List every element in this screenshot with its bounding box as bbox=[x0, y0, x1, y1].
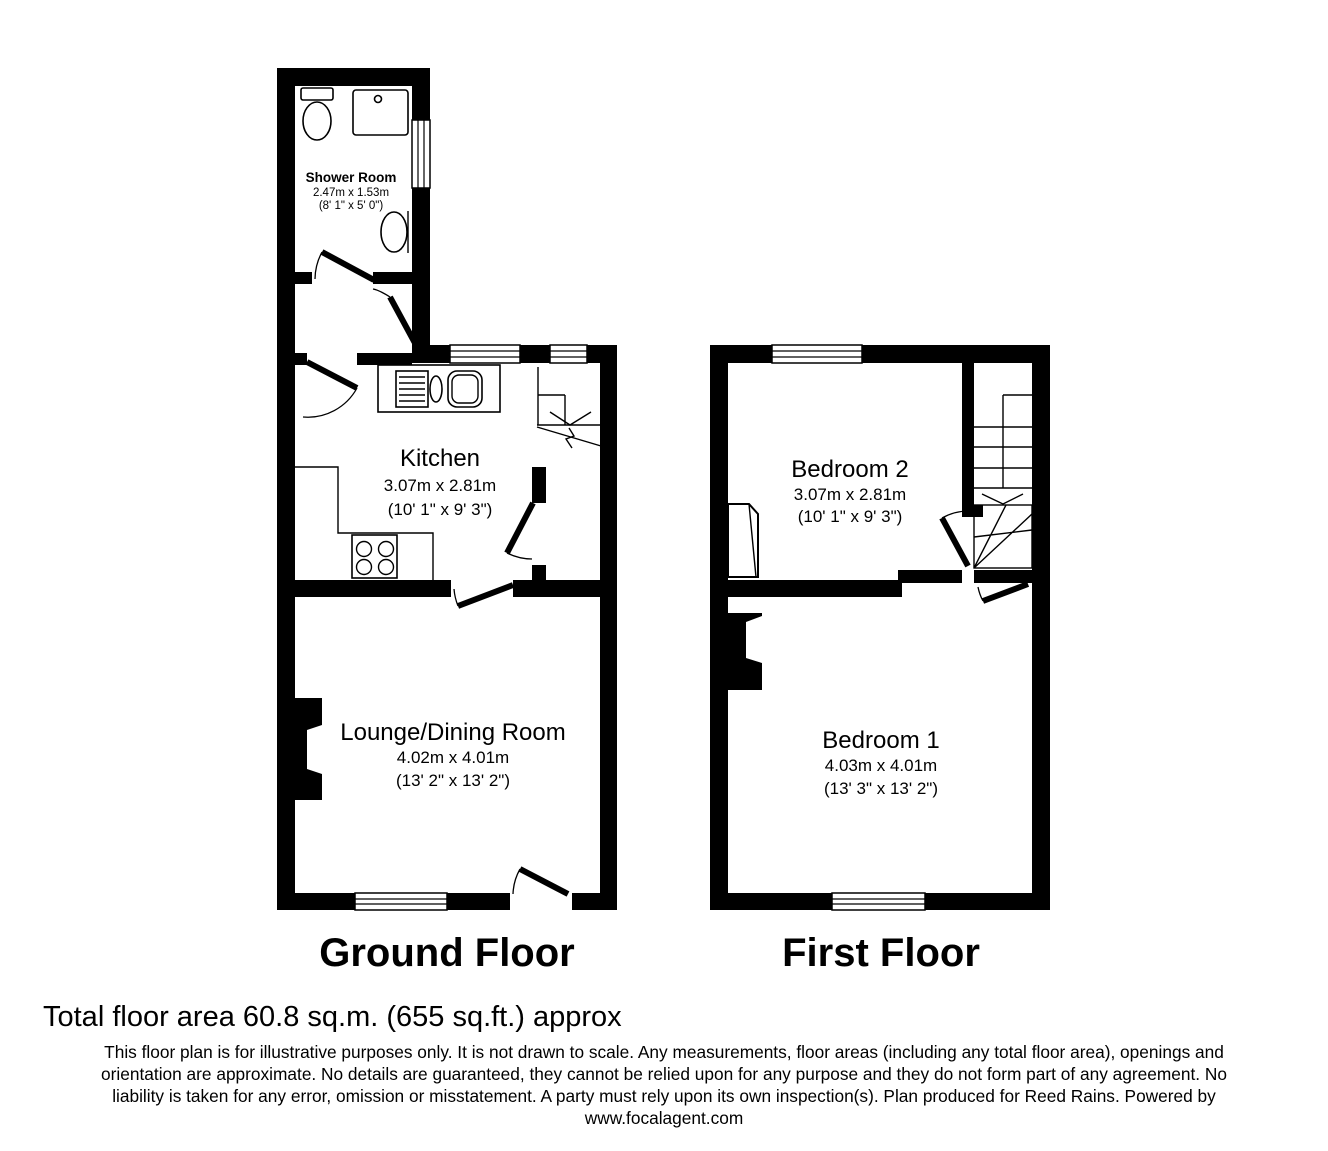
hall-door-arc bbox=[507, 553, 532, 559]
disclaimer-line: This floor plan is for illustrative purposes only. It is not drawn to scale. Any measurements, floor areas (including any total floor area), openings and bbox=[104, 1042, 1224, 1062]
wall-segment bbox=[1032, 345, 1050, 910]
wall-segment bbox=[513, 580, 600, 597]
bedroom2-door-leaf bbox=[942, 518, 968, 566]
window bbox=[832, 893, 925, 910]
shower-door-leaf bbox=[322, 252, 374, 280]
wall-segment bbox=[295, 893, 355, 910]
window bbox=[412, 120, 430, 188]
disclaimer-line: liability is taken for any error, omission or misstatement. A party must rely upon its own inspection(s). Plan produced for Reed Rains. Powered by bbox=[112, 1086, 1216, 1106]
shower-room-label: Shower Room bbox=[305, 170, 397, 185]
wall-segment bbox=[898, 570, 962, 583]
kitchen-door-leaf bbox=[307, 362, 357, 388]
lounge-door-leaf bbox=[458, 585, 513, 606]
wall-segment bbox=[532, 565, 546, 580]
shower-room-metric: 2.47m x 1.53m bbox=[312, 187, 390, 199]
fireplace-recess bbox=[746, 616, 762, 663]
kitchen-fixtures bbox=[295, 365, 500, 580]
kitchen-metric: 3.07m x 2.81m bbox=[383, 476, 497, 495]
bedroom1-door-arc bbox=[978, 587, 983, 601]
wall-segment bbox=[925, 893, 1032, 910]
bedroom1-imperial: (13' 3" x 13' 2") bbox=[823, 779, 939, 798]
lobby-door-arc bbox=[373, 289, 390, 297]
sink-tap-icon bbox=[430, 376, 442, 402]
basin-icon bbox=[381, 212, 407, 252]
first-floor-stairs bbox=[974, 395, 1032, 568]
stairs-arrow bbox=[982, 494, 1023, 504]
wall-segment bbox=[373, 272, 412, 284]
front-door-arc bbox=[513, 869, 520, 894]
kitchen-imperial: (10' 1" x 9' 3") bbox=[387, 500, 493, 519]
wall-segment bbox=[974, 570, 1032, 583]
toilet-icon bbox=[303, 102, 331, 140]
wall-segment bbox=[430, 345, 450, 363]
lounge-imperial: (13' 2" x 13' 2") bbox=[395, 771, 511, 790]
wall-segment bbox=[357, 353, 412, 365]
stairs-icon bbox=[537, 367, 601, 425]
bedroom2-label: Bedroom 2 bbox=[791, 456, 909, 483]
wall-segment bbox=[295, 580, 451, 597]
window bbox=[355, 893, 447, 910]
ground-floor-plan bbox=[277, 68, 617, 910]
total-floor-area: Total floor area 60.8 sq.m. (655 sq.ft.) approx bbox=[43, 1001, 622, 1033]
disclaimer-line: www.focalagent.com bbox=[584, 1108, 744, 1128]
wall-segment bbox=[295, 272, 312, 284]
bedroom2-open-door-panel bbox=[728, 504, 758, 577]
wall-segment bbox=[862, 345, 1050, 363]
first-floor-windows bbox=[772, 345, 925, 910]
wall-segment bbox=[277, 68, 430, 86]
wall-segment bbox=[295, 353, 307, 365]
first-floor-walls bbox=[710, 345, 1050, 910]
shower-drain-icon bbox=[375, 96, 382, 103]
wall-segment bbox=[728, 893, 832, 910]
bedroom1-metric: 4.03m x 4.01m bbox=[824, 756, 938, 775]
shower-room-imperial: (8' 1" x 5' 0") bbox=[318, 200, 384, 212]
fireplace-recess bbox=[307, 725, 322, 774]
wall-segment bbox=[532, 467, 546, 503]
disclaimer-line: orientation are approximate. No details are guaranteed, they cannot be relied upon for any purpose and they do not form part of any agreement. No bbox=[101, 1064, 1227, 1084]
toilet-cistern-icon bbox=[301, 88, 333, 100]
stairs-arrow bbox=[550, 412, 591, 425]
bedroom1-label: Bedroom 1 bbox=[822, 727, 940, 754]
first-floor-title: First Floor bbox=[782, 931, 980, 975]
window bbox=[550, 345, 587, 363]
bedroom1-door-leaf bbox=[983, 584, 1028, 601]
captions bbox=[43, 931, 1227, 1128]
wall-segment bbox=[447, 893, 510, 910]
bedroom2-imperial: (10' 1" x 9' 3") bbox=[797, 507, 903, 526]
front-door-leaf bbox=[520, 869, 568, 894]
first-floor-plan bbox=[710, 345, 1050, 910]
wall-segment bbox=[520, 345, 550, 363]
lounge-metric: 4.02m x 4.01m bbox=[396, 748, 510, 767]
wall-segment bbox=[277, 68, 295, 910]
wall-segment bbox=[572, 893, 600, 910]
ground-floor-title: Ground Floor bbox=[319, 931, 575, 975]
ground-floor-stairs bbox=[537, 367, 601, 448]
window bbox=[450, 345, 520, 363]
shower-door-arc bbox=[315, 252, 322, 279]
stairs-icon bbox=[974, 395, 1032, 488]
wall-segment bbox=[962, 363, 974, 505]
first-floor-room-labels bbox=[791, 456, 939, 798]
wall-segment bbox=[710, 580, 902, 597]
sink-bowl-icon bbox=[448, 371, 482, 407]
hall-door-leaf bbox=[507, 503, 533, 553]
wall-segment bbox=[710, 345, 728, 910]
lounge-door-arc bbox=[454, 589, 458, 606]
wall-segment bbox=[600, 345, 617, 910]
window bbox=[772, 345, 862, 363]
bedroom2-metric: 3.07m x 2.81m bbox=[793, 485, 907, 504]
kitchen-door-arc bbox=[303, 388, 357, 417]
kitchen-label: Kitchen bbox=[399, 445, 481, 472]
wall-segment bbox=[412, 68, 430, 120]
lounge-label: Lounge/Dining Room bbox=[340, 719, 566, 746]
